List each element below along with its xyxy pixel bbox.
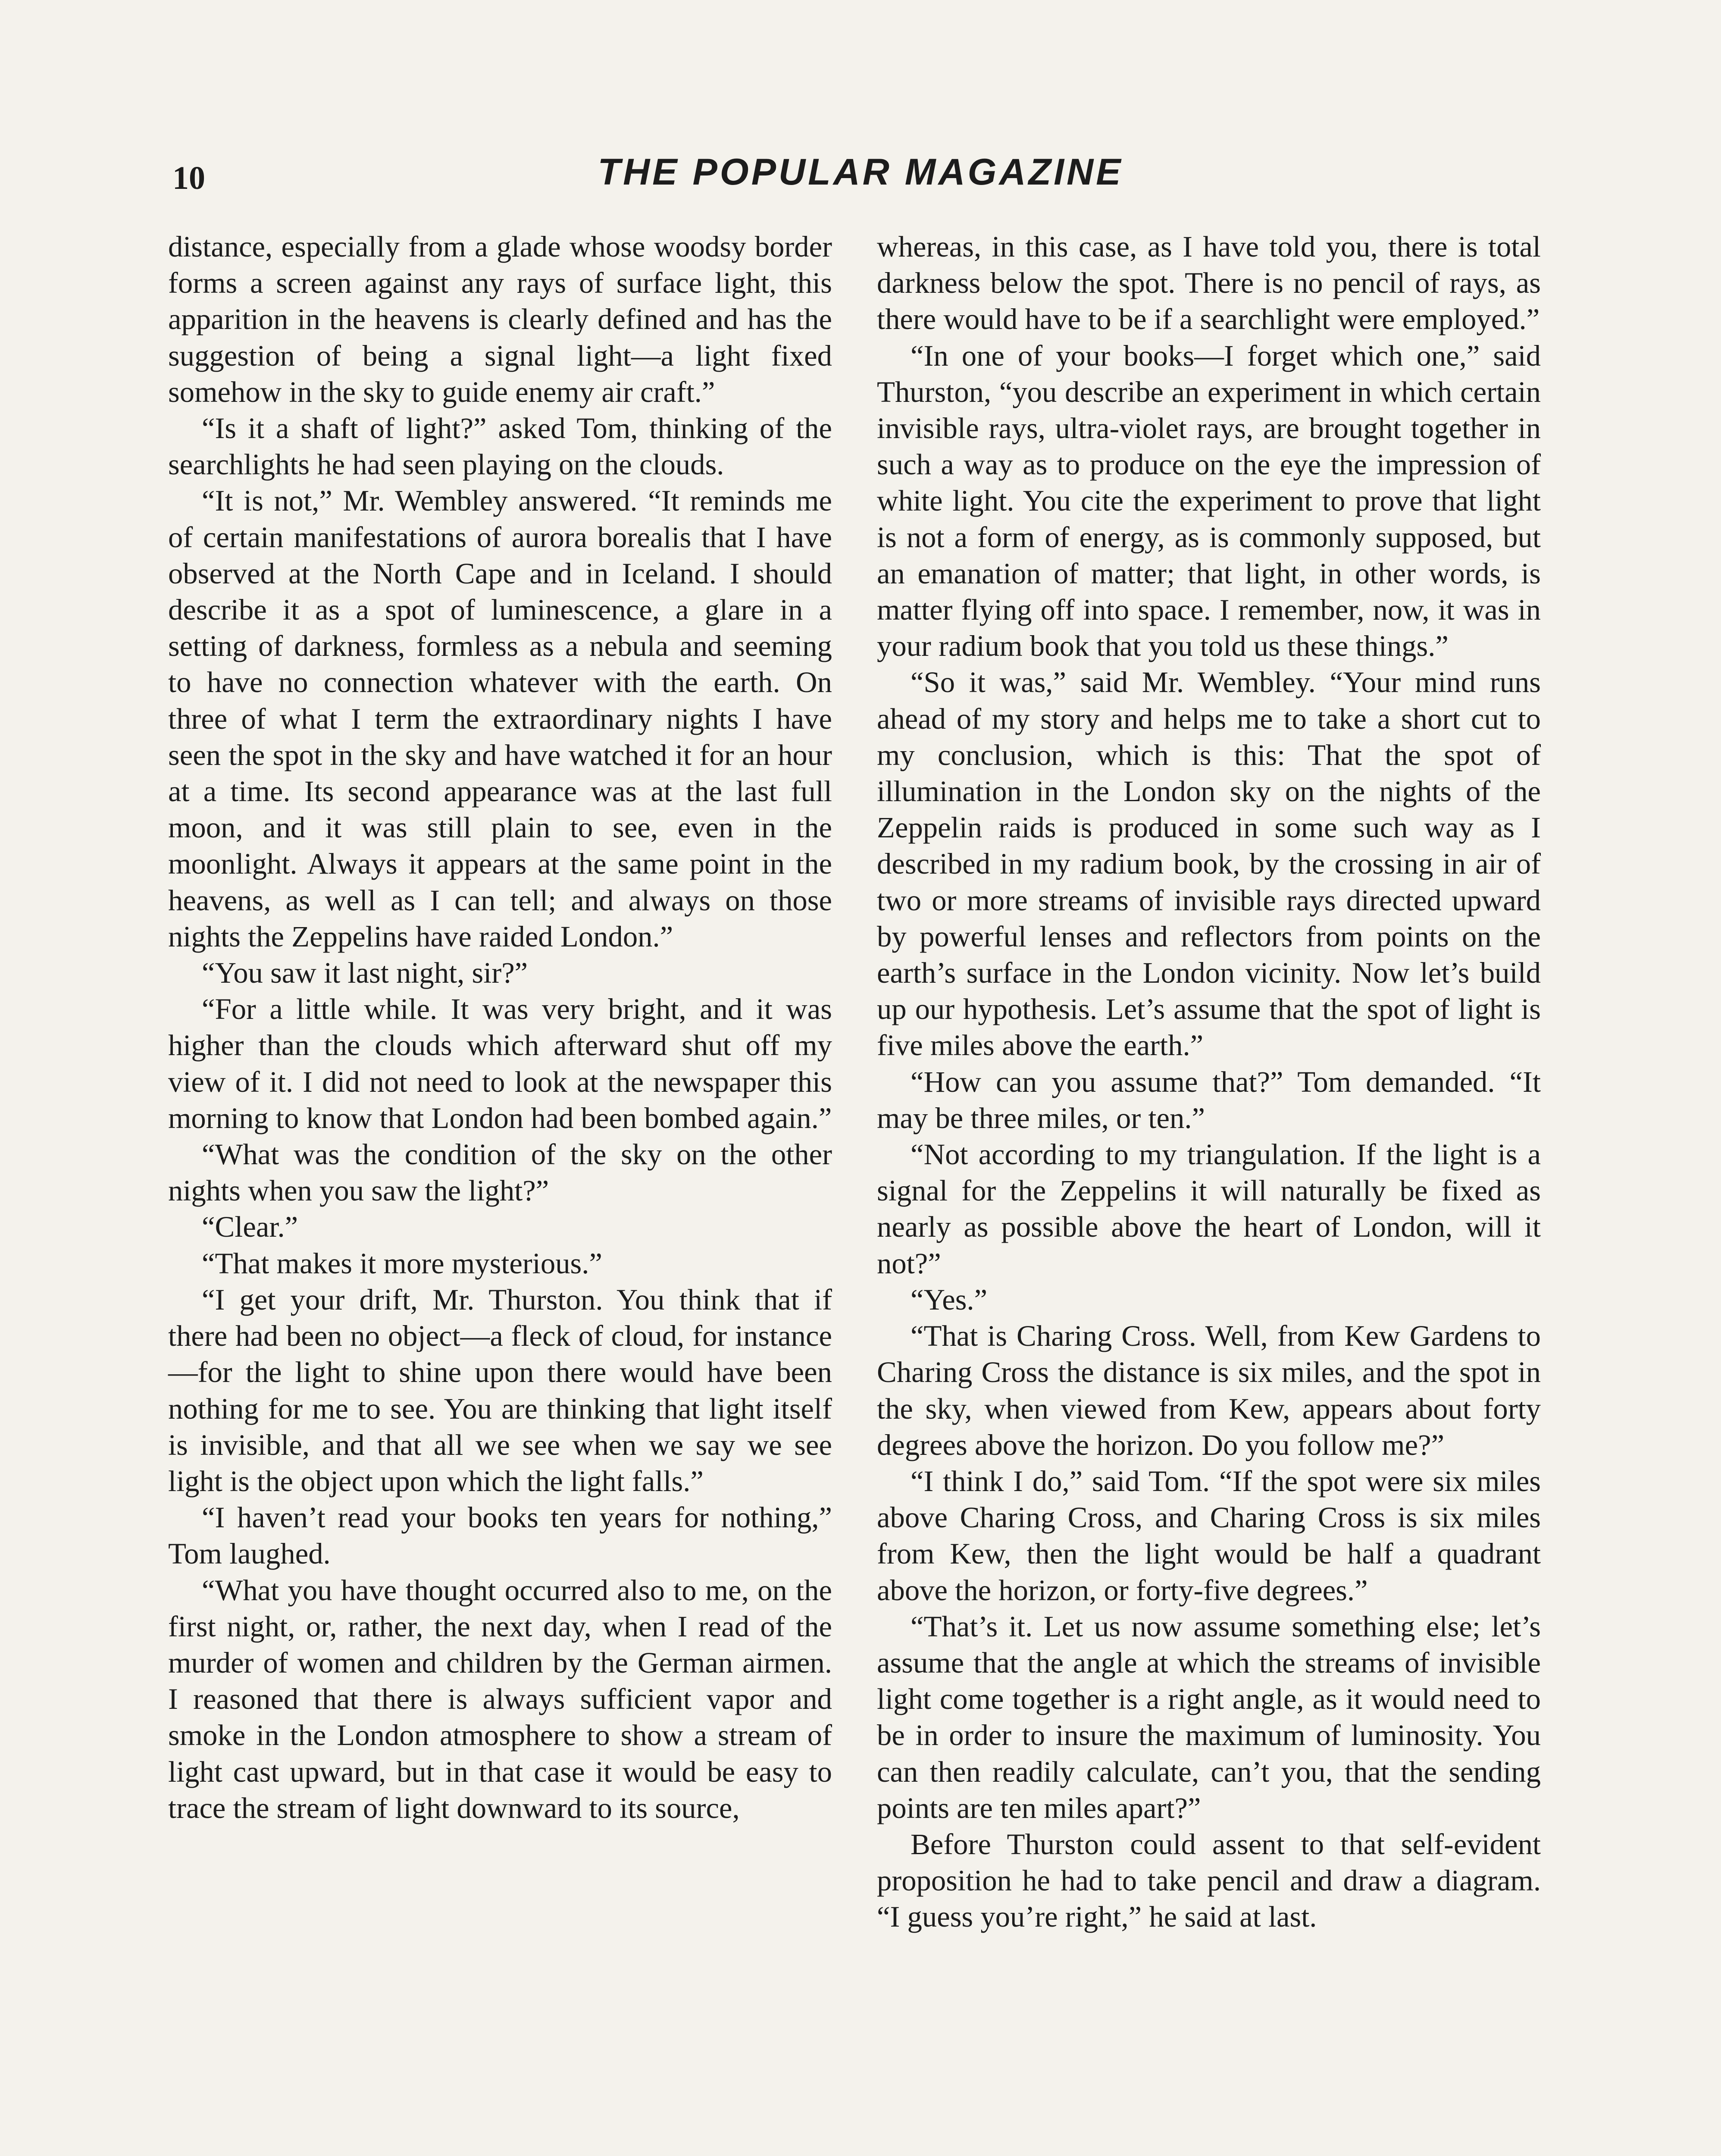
paragraph: “I think I do,” said Tom. “If the spot were six miles above Charing Cross, and Charing Cross is six miles from Kew, then the light would be half a quadrant above the horizon, or forty-five degrees.” <box>877 1464 1541 1607</box>
paragraph: “So it was,” said Mr. Wembley. “Your mind runs ahead of my story and helps me to take a short cut to my conclusion, which is this: That the spot of illumination in the London sky on the nights of the Zeppelin raids is produced in some such way as I described in my radium book, by the crossing in air of two or more streams of invisible rays directed upward by powerful lenses and reflectors from points on the earth’s surface in the London vicinity. Now let’s build up our hypothesis. Let’s assume that the spot of light is five miles above the earth.” <box>877 666 1541 1062</box>
paragraph: “How can you assume that?” Tom demanded. “It may be three miles, or ten.” <box>877 1065 1541 1134</box>
running-title: THE POPULAR MAGAZINE <box>598 151 1123 193</box>
paragraph: “Is it a shaft of light?” asked Tom, thinking of the searchlights he had seen playing on the clouds. <box>168 412 832 481</box>
paragraph: “In one of your books—I forget which one,” said Thurston, “you describe an experiment in which certain invisible rays, ultra-violet rays, are brought together in such a way as to produce on the eye the impression of white light. You cite the experiment to prove that light is not a form of energy, as is commonly supposed, but an emanation of matter; that light, in other words, is matter flying off into space. I remember, now, it was in your radium book that you told us these things.” <box>877 339 1541 663</box>
paragraph: whereas, in this case, as I have told you, there is total darkness below the spot. There is no pencil of rays, as there would have to be if a searchlight were employed.” <box>877 230 1541 336</box>
paragraph: “That makes it more mysterious.” <box>202 1247 602 1280</box>
paragraph: “That is Charing Cross. Well, from Kew Gardens to Charing Cross the distance is six miles, and the spot in the sky, when viewed from Kew, appears about forty degrees above the horizon. Do you follow me?” <box>877 1319 1541 1461</box>
paragraph: “Yes.” <box>911 1283 988 1316</box>
paragraph: “For a little while. It was very bright, and it was higher than the clouds which afterward shut off my view of it. I did not need to look at the newspaper this morning to know that London had been bombed again.” <box>168 993 832 1134</box>
paragraph: “Clear.” <box>202 1210 298 1244</box>
paragraph: “I haven’t read your books ten years for nothing,” Tom laughed. <box>168 1501 832 1570</box>
left-column <box>168 229 832 1826</box>
paragraph: “I get your drift, Mr. Thurston. You think that if there had been no object—a fleck of cloud, for instance—for the light to shine upon there would have been nothing for me to see. You are thinking that light itself is invisible, and that all we see when we say we see light is the object upon which the light falls.” <box>168 1283 832 1498</box>
paragraph: distance, especially from a glade whose woodsy border forms a screen against any rays of surface light, this apparition in the heavens is clearly defined and has the suggestion of being a signal light—a light fixed somehow in the sky to guide enemy air craft.” <box>168 230 832 408</box>
paragraph: “That’s it. Let us now assume something else; let’s assume that the angle at which the streams of invisible light come together is a right angle, as it would need to be in order to insure the maximum of luminosity. You can then readily calculate, can’t you, that the sending points are ten miles apart?” <box>877 1610 1541 1824</box>
page-number: 10 <box>172 160 205 196</box>
paragraph: “What was the condition of the sky on the other nights when you saw the light?” <box>168 1138 832 1207</box>
paragraph: “You saw it last night, sir?” <box>202 956 528 990</box>
page-header <box>0 142 1721 211</box>
paragraph: Before Thurston could assent to that self-evident proposition he had to take pencil and draw a diagram. “I guess you’re right,” he said at last. <box>877 1827 1541 1934</box>
right-column <box>877 229 1541 1935</box>
paragraph: “Not according to my triangulation. If the light is a signal for the Zeppelins it will naturally be fixed as nearly as possible above the heart of London, will it not?” <box>877 1138 1541 1280</box>
paragraph: “It is not,” Mr. Wembley answered. “It reminds me of certain manifestations of aurora borealis that I have observed at the North Cape and in Iceland. I should describe it as a spot of luminescence, a glare in a setting of darkness, formless as a nebula and seeming to have no connection whatever with the earth. On three of what I term the extraordinary nights I have seen the spot in the sky and have watched it for an hour at a time. Its second appearance was at the last full moon, and it was still plain to see, even in the moonlight. Always it appears at the same point in the heavens, as well as I can tell; and always on those nights the Zeppelins have raided London.” <box>168 484 832 953</box>
paragraph: “What you have thought occurred also to me, on the first night, or, rather, the next day, when I read of the murder of women and children by the German airmen. I reasoned that there is always sufficient vapor and smoke in the London atmosphere to show a stream of light cast upward, but in that case it would be easy to trace the stream of light downward to its source, <box>168 1573 832 1824</box>
